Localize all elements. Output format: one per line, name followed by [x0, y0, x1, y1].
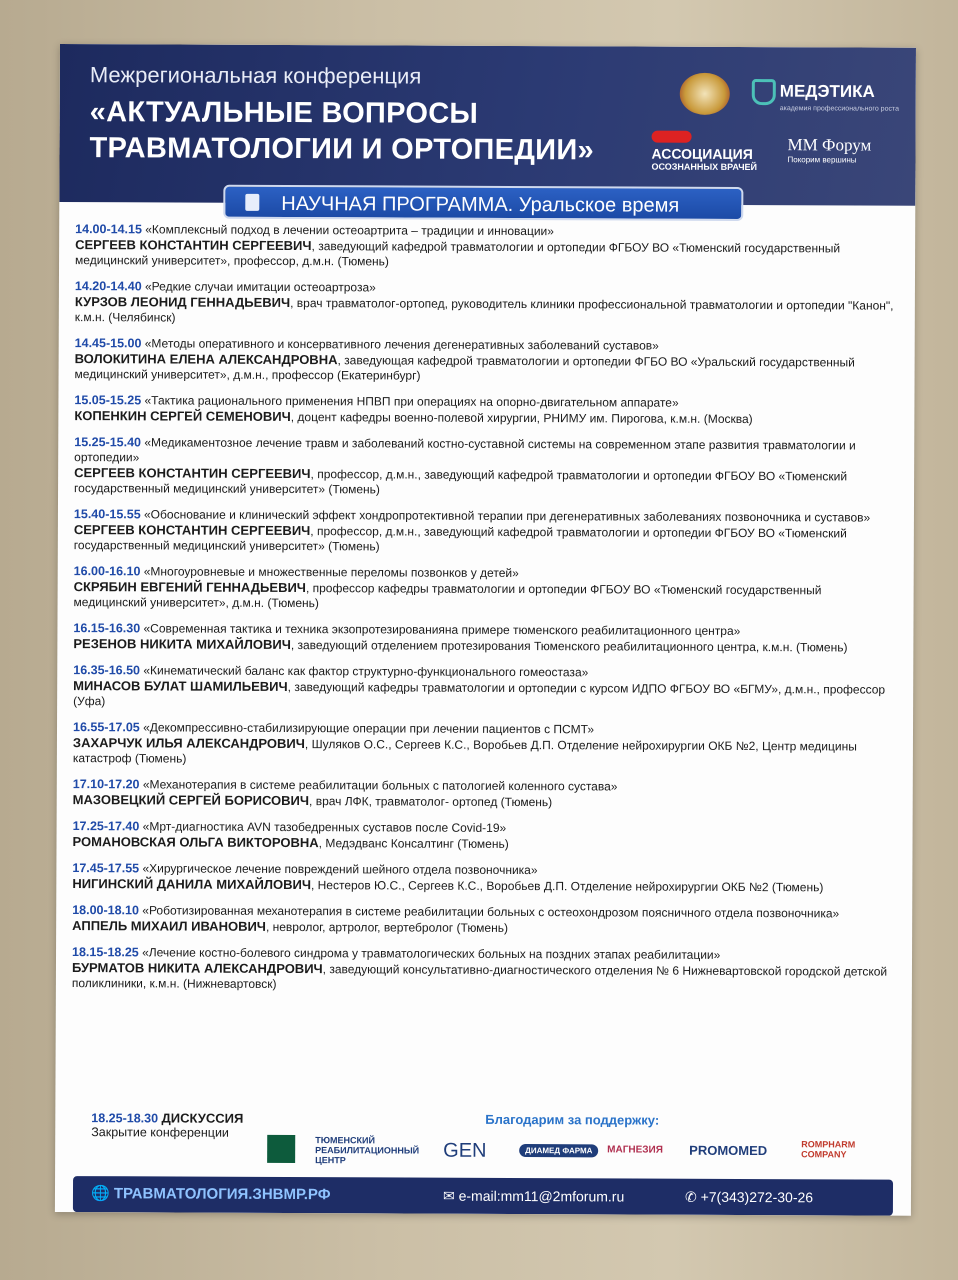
talk-title: «Лечение костно-болевого синдрома у травматологических больных на поздних этапах реабилитации» — [142, 945, 721, 962]
website-text: ТРАВМАТОЛОГИЯ.ЗНВМР.РФ — [113, 1185, 331, 1204]
program-entry — [72, 819, 892, 854]
talk-time: 17.45-17.55 — [72, 861, 140, 876]
speaker-details: , заведующая кафедрой травматологии и ортопедии ФГБО ВО «Уральский государственный медицинский университет», д.м.н., профессор (Екатеринбург) — [74, 353, 855, 383]
speaker-details: , врач травматолог-ортопед, руководитель клиники профессиональной травматологии и ортопедии "Канон", к.м.н. (Челябинск) — [74, 296, 894, 325]
mm-forum-logo — [787, 135, 871, 164]
sponsor-diamed: ДИАМЕД ФАРМА — [519, 1144, 598, 1157]
speaker-details: , Медэдванс Консалтинг (Тюмень) — [318, 836, 509, 851]
speaker-name: СЕРГЕЕВ КОНСТАНТИН СЕРГЕЕВИЧ — [75, 237, 312, 254]
medetika-label: МЕДЭТИКА — [779, 81, 875, 102]
speaker-details: , заведующий кафедрой травматологии и ортопедии ФГБОУ ВО «Тюменский государственный медицинский университет», профессор, д.м.н. (Тюмень) — [75, 239, 841, 269]
speaker-name: КОПЕНКИН СЕРГЕЙ СЕМЕНОВИЧ — [74, 408, 291, 425]
talk-time: 14.00-14.15 — [75, 222, 142, 237]
sponsor-rehab-center — [315, 1135, 419, 1165]
speaker-details: , заведующий кафедры травматологии и ортопедии с курсом ИДПО ФГБОУ ВО «БГМУ», д.м.н., профессор (Уфа) — [73, 679, 886, 709]
program-entry — [74, 564, 894, 614]
association-logo — [651, 131, 757, 172]
speaker-details: , профессор, д.м.н., заведующий кафедрой травматологии и ортопедии ФГБОУ ВО «Тюменский государственный медицинский университет» (Тюмень) — [74, 467, 848, 497]
speaker-line — [74, 408, 894, 428]
talk-time: 16.15-16.30 — [73, 621, 141, 636]
speaker-details: , Нестеров Ю.С., Сергеев К.С., Воробьев Д.П. Отделение нейрохирургии ОКБ №2 (Тюмень) — [310, 878, 824, 895]
talk-title: «Кинематический баланс как фактор структурно-функционального гомеостаза» — [143, 663, 589, 680]
program-entry — [75, 336, 895, 386]
talk-time: 16.00-16.10 — [73, 564, 141, 579]
conference-poster — [55, 44, 916, 1216]
program-entry — [75, 222, 895, 272]
program-entry — [74, 435, 894, 500]
poster-footer — [73, 1176, 893, 1216]
talk-time: 17.10-17.20 — [72, 777, 140, 792]
conference-title-line2: ТРАВМАТОЛОГИИ И ОРТОПЕДИИ» — [89, 132, 595, 167]
speaker-line — [73, 678, 893, 713]
sponsor-green-logo — [267, 1135, 295, 1163]
speaker-name: НИГИНСКИЙ ДАНИЛА МИХАЙЛОВИЧ — [72, 876, 312, 893]
speaker-name: ВОЛОКИТИНА ЕЛЕНА АЛЕКСАНДРОВНА — [74, 351, 338, 368]
talk-time: 15.25-15.40 — [74, 435, 142, 450]
speaker-line — [74, 579, 894, 614]
talk-line — [74, 435, 894, 469]
rehab-line3: ЦЕНТР — [315, 1155, 346, 1166]
speaker-line — [72, 876, 892, 896]
talk-time: 18.00-18.10 — [72, 903, 139, 918]
speaker-line — [74, 465, 894, 500]
sponsor-rompharm: ROMPHARM COMPANY — [801, 1139, 856, 1160]
program-title-bar — [223, 185, 743, 221]
speaker-name: МАЗОВЕЦКИЙ СЕРГЕЙ БОРИСОВИЧ — [72, 792, 310, 809]
speaker-line — [74, 522, 894, 557]
talk-title: «Методы оперативного и консервативного лечения дегенеративных заболеваний суставов» — [144, 336, 659, 353]
talk-title: «Механотерапия в системе реабилитации больных с патологией коленного сустава» — [142, 777, 618, 794]
talk-time: 15.40-15.55 — [73, 507, 141, 522]
speaker-details: , профессор кафедры травматологии и ортопедии ФГБОУ ВО «Тюменский государственный медицинский университет», д.м.н. (Тюмень) — [73, 581, 822, 611]
program-entry — [72, 903, 892, 938]
association-mark-icon — [652, 131, 692, 143]
conference-title — [89, 94, 594, 168]
program-entry — [73, 777, 893, 812]
talk-title: «Комплексный подход в лечении остеоартрита – традиции и инновации» — [145, 222, 554, 239]
closing-time: 18.25-18.30 — [91, 1111, 159, 1126]
speaker-details: , доцент кафедры военно-полевой хирургии, РНИМУ им. Пирогова, к.м.н. (Москва) — [290, 410, 753, 427]
university-emblem-icon — [680, 73, 730, 115]
speaker-details: , заведующий консультативно-диагностического отделения № 6 Нижневартовской городской детской поликлиники, к.м.н. (Нижневартовск) — [71, 962, 888, 991]
talk-time: 17.25-17.40 — [72, 819, 140, 834]
program-list — [72, 222, 895, 1006]
website-link[interactable]: 🌐 ТРАВМАТОЛОГИЯ.ЗНВМР.РФ — [90, 1185, 331, 1204]
closing-block — [91, 1110, 243, 1140]
sponsor-logos — [267, 1131, 867, 1174]
talk-time: 18.15-18.25 — [72, 945, 139, 960]
talk-title: «Роботизированная механотерапия в системе реабилитации больных с остеохондрозом поясничного отдела позвоночника» — [142, 903, 840, 921]
speaker-name: СЕРГЕЕВ КОНСТАНТИН СЕРГЕЕВИЧ — [74, 465, 311, 482]
speaker-name: СКРЯБИН ЕВГЕНИЙ ГЕННАДЬЕВИЧ — [73, 579, 306, 596]
speaker-line — [73, 792, 893, 812]
document-icon — [245, 194, 259, 211]
speaker-details: , врач ЛФК, травматолог- ортопед (Тюмень) — [309, 794, 553, 810]
talk-title: «Современная тактика и техника экзопротезированияна примере тюменского реабилитационного центра» — [143, 621, 741, 638]
sponsor-magnesia: МАГНЕЗИЯ — [607, 1144, 663, 1156]
speaker-name: МИНАСОВ БУЛАТ ШАМИЛЬЕВИЧ — [73, 678, 288, 694]
talk-time: 14.45-15.00 — [74, 336, 142, 351]
speaker-details: , невролог, артролог, вертебролог (Тюмень) — [265, 919, 509, 935]
association-sublabel: ОСОЗНАННЫХ ВРАЧЕЙ — [651, 161, 758, 173]
speaker-line — [72, 834, 892, 854]
program-entry — [72, 945, 892, 995]
talk-title: «Декомпрессивно-стабилизирующие операции при лечении пациентов с ПСМТ» — [143, 720, 595, 737]
speaker-name: РОМАНОВСКАЯ ОЛЬГА ВИКТОРОВНА — [72, 834, 319, 851]
speaker-name: АППЕЛЬ МИХАИЛ ИВАНОВИЧ — [72, 918, 266, 934]
poster-header — [59, 44, 916, 217]
talk-title: «Медикаментозное лечение травм и заболеваний костно-суставной системы на современном этапе развития травматологии и ортопедии» — [74, 435, 856, 465]
sponsor-gen: GEN — [443, 1139, 487, 1162]
program-entry — [72, 861, 892, 896]
program-entry — [73, 720, 893, 770]
conference-title-line1: «АКТУАЛЬНЫЕ ВОПРОСЫ — [89, 96, 479, 130]
speaker-details: , заведующий отделением протезирования Тюменского реабилитационного центра, к.м.н. (Тюмень) — [290, 638, 848, 655]
speaker-name: КУРЗОВ ЛЕОНИД ГЕННАДЬЕВИЧ — [74, 294, 291, 311]
speaker-name: БУРМАТОВ НИКИТА АЛЕКСАНДРОВИЧ — [71, 960, 323, 977]
talk-title: «Тактика рационального применения НПВП при операциях на опорно-двигательном аппарате» — [144, 393, 679, 410]
association-label: АССОЦИАЦИЯ — [651, 145, 753, 163]
speaker-name: РЕЗЕНОВ НИКИТА МИХАЙЛОВИЧ — [73, 636, 291, 653]
sponsor-promomed: PROMOMED — [689, 1142, 768, 1159]
closing-note: Закрытие конференции — [91, 1125, 229, 1140]
talk-time: 14.20-14.40 — [74, 279, 142, 294]
forum-label: ММ Форум — [787, 135, 872, 155]
medetika-logo — [752, 79, 899, 113]
closing-label: ДИСКУССИЯ — [161, 1110, 244, 1126]
talk-title: «Обоснование и клинический эффект хондропротективной терапии при дегенеративных заболеваниях позвоночника и суставов» — [143, 507, 871, 525]
email-link[interactable]: ✉ e-mail:mm11@2mforum.ru — [442, 1187, 625, 1205]
phone-text: +7(343)272-30-26 — [700, 1188, 814, 1206]
program-entry — [75, 279, 895, 329]
program-entry — [74, 507, 894, 557]
phone-link[interactable]: ✆ +7(343)272-30-26 — [684, 1188, 814, 1206]
rehab-line2: РЕАБИЛИТАЦИОННЫЙ — [315, 1145, 420, 1156]
program-entry — [73, 663, 893, 713]
email-text: e-mail:mm11@2mforum.ru — [458, 1187, 625, 1205]
sponsors-title: Благодарим за поддержку: — [485, 1111, 660, 1128]
speaker-line — [73, 735, 893, 770]
speaker-line — [75, 351, 895, 386]
speaker-line — [75, 294, 895, 329]
talk-time: 15.05-15.25 — [74, 393, 142, 408]
forum-sublabel: Покорим вершины — [787, 155, 857, 165]
speaker-name: СЕРГЕЕВ КОНСТАНТИН СЕРГЕЕВИЧ — [73, 522, 311, 539]
conference-type: Межрегиональная конференция — [89, 62, 422, 89]
talk-title: «Многоуровневые и множественные переломы позвонков у детей» — [143, 564, 519, 581]
program-title: НАУЧНАЯ ПРОГРАММА. Уральское время — [281, 192, 680, 217]
program-entry — [74, 393, 894, 428]
talk-time: 16.35-16.50 — [73, 663, 141, 678]
speaker-line — [73, 636, 893, 656]
talk-title: «Редкие случаи имитации остеоартроза» — [144, 279, 376, 295]
speaker-details: , Шуляков О.С., Сергеев К.С., Воробьев Д.П. Отделение нейрохирургии ОКБ №2, Центр медицины катастроф (Тюмень) — [72, 737, 857, 766]
rehab-line1: ТЮМЕНСКИЙ — [315, 1135, 375, 1146]
speaker-line — [72, 960, 892, 995]
speaker-name: ЗАХАРЧУК ИЛЬЯ АЛЕКСАНДРОВИЧ — [72, 735, 305, 752]
speaker-line — [75, 237, 895, 272]
program-entry — [73, 621, 893, 656]
talk-title: «Мрт-диагностика AVN тазобедренных суставов после Covid-19» — [142, 819, 507, 835]
medetika-sublabel: академия профессионального роста — [779, 105, 900, 113]
speaker-details: , профессор, д.м.н., заведующий кафедрой травматологии и ортопедии ФГБОУ ВО «Тюменский государственный медицинский университет» (Тюмень) — [73, 524, 847, 554]
shield-icon — [752, 79, 776, 105]
talk-time: 16.55-17.05 — [72, 720, 140, 735]
talk-title: «Хирургическое лечение повреждений шейного отдела позвоночника» — [142, 861, 538, 878]
